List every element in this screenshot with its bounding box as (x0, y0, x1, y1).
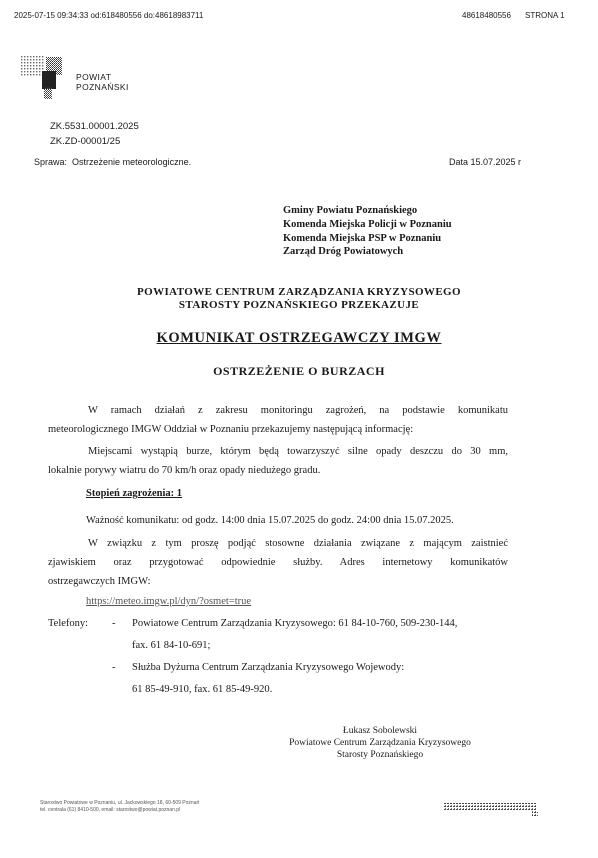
document-date: Data 15.07.2025 r (449, 157, 522, 167)
paragraph-3-line3: ostrzegawczych IMGW: (48, 576, 151, 587)
subject-line (34, 157, 191, 167)
footer-stamp-icon (444, 800, 540, 816)
recipient-item: Gminy Powiatu Poznańskiego (283, 205, 418, 216)
warning-subtitle: OSTRZEŻENIE O BURZACH (213, 364, 385, 378)
signer-organization: Starosty Poznańskiego (336, 750, 424, 760)
fax-page-label: STRONA 1 (525, 11, 565, 20)
reference-number-2: ZK.ZD-00001/25 (50, 136, 121, 147)
issuer-heading-line2: STAROSTY POZNAŃSKIEGO PRZEKAZUJE (178, 299, 420, 311)
footer-line1: Starostwo Powiatowe w Poznaniu, ul. Jackowskiego 18, 60-509 Poznań (40, 800, 200, 806)
footer-line2: tel. centrala (61) 8410-500, email: starostwo@powiat.poznan.pl (40, 807, 181, 813)
imgw-warnings-link[interactable]: https://meteo.imgw.pl/dyn/?osmet=true (86, 596, 252, 607)
validity-period: Ważność komunikatu: od godz. 14:00 dnia 15.07.2025 do godz. 24:00 dnia 15.07.2025. (86, 515, 454, 526)
fax-number: 48618480556 (462, 11, 511, 20)
signature-block (280, 725, 480, 761)
recipients-list (283, 204, 452, 259)
powiat-logo-icon (18, 53, 70, 101)
subject-value: Ostrzeżenie meteorologiczne. (72, 157, 192, 167)
paragraph-1-line2: meteorologicznego IMGW Oddział w Poznaniu przekazujemy następującą informację: (48, 424, 414, 435)
paragraph-1-line1: W ramach działań z zakresu monitoringu zagrożeń, na podstawie komunikatu (88, 405, 508, 416)
recipient-item: Komenda Miejska PSP w Poznaniu (283, 232, 442, 244)
logo-text-line2: POZNAŃSKI (76, 82, 129, 92)
recipient-item: Komenda Miejska Policji w Poznaniu (283, 218, 452, 230)
phones-label: Telefony: (48, 618, 89, 629)
recipient-item: Zarząd Dróg Powiatowych (283, 246, 404, 258)
threat-level: Stopień zagrożenia: 1 (86, 488, 183, 499)
phone-bullet: - (112, 618, 116, 629)
document-title: KOMUNIKAT OSTRZEGAWCZY IMGW (156, 330, 442, 346)
signer-name: Łukasz Sobolewski (342, 726, 418, 736)
phone-item2-line2: 61 85-49-910, fax. 61 85-49-920. (132, 684, 273, 695)
fax-transmission-info: 2025-07-15 09:34:33 od:618480556 do:48618983711 (14, 11, 204, 20)
paragraph-2-line1: Miejscami wystąpią burze, którym będą towarzyszyć silne opady deszczu do 30 mm, (88, 446, 508, 457)
paragraph-3-line2: zjawiskiem oraz przygotować odpowiednie służby. Adres internetowy komunikatów (48, 557, 508, 568)
phone-item2-line1: Służba Dyżurna Centrum Zarządzania Kryzysowego Wojewody: (132, 662, 405, 673)
subject-label: Sprawa: (34, 157, 68, 167)
signer-role: Powiatowe Centrum Zarządzania Kryzysowego (289, 738, 471, 748)
phone-item1-line2: fax. 61 84-10-691; (132, 640, 211, 651)
paragraph-3-line1: W związku z tym proszę podjąć stosowne działania związane z mającym zaistnieć (88, 538, 508, 549)
phone-item1-line1: Powiatowe Centrum Zarządzania Kryzysowego: 61 84-10-760, 509-230-144, (132, 618, 458, 629)
logo-text-line1: POWIAT (76, 72, 112, 82)
reference-number-1: ZK.5531.00001.2025 (50, 121, 139, 132)
phone-bullet: - (112, 662, 116, 673)
issuer-heading-line1: POWIATOWE CENTRUM ZARZĄDZANIA KRYZYSOWEGO (137, 286, 461, 298)
footer-address (40, 800, 199, 814)
paragraph-2-line2: lokalnie porywy wiatru do 70 km/h oraz opady niedużego gradu. (48, 465, 321, 476)
